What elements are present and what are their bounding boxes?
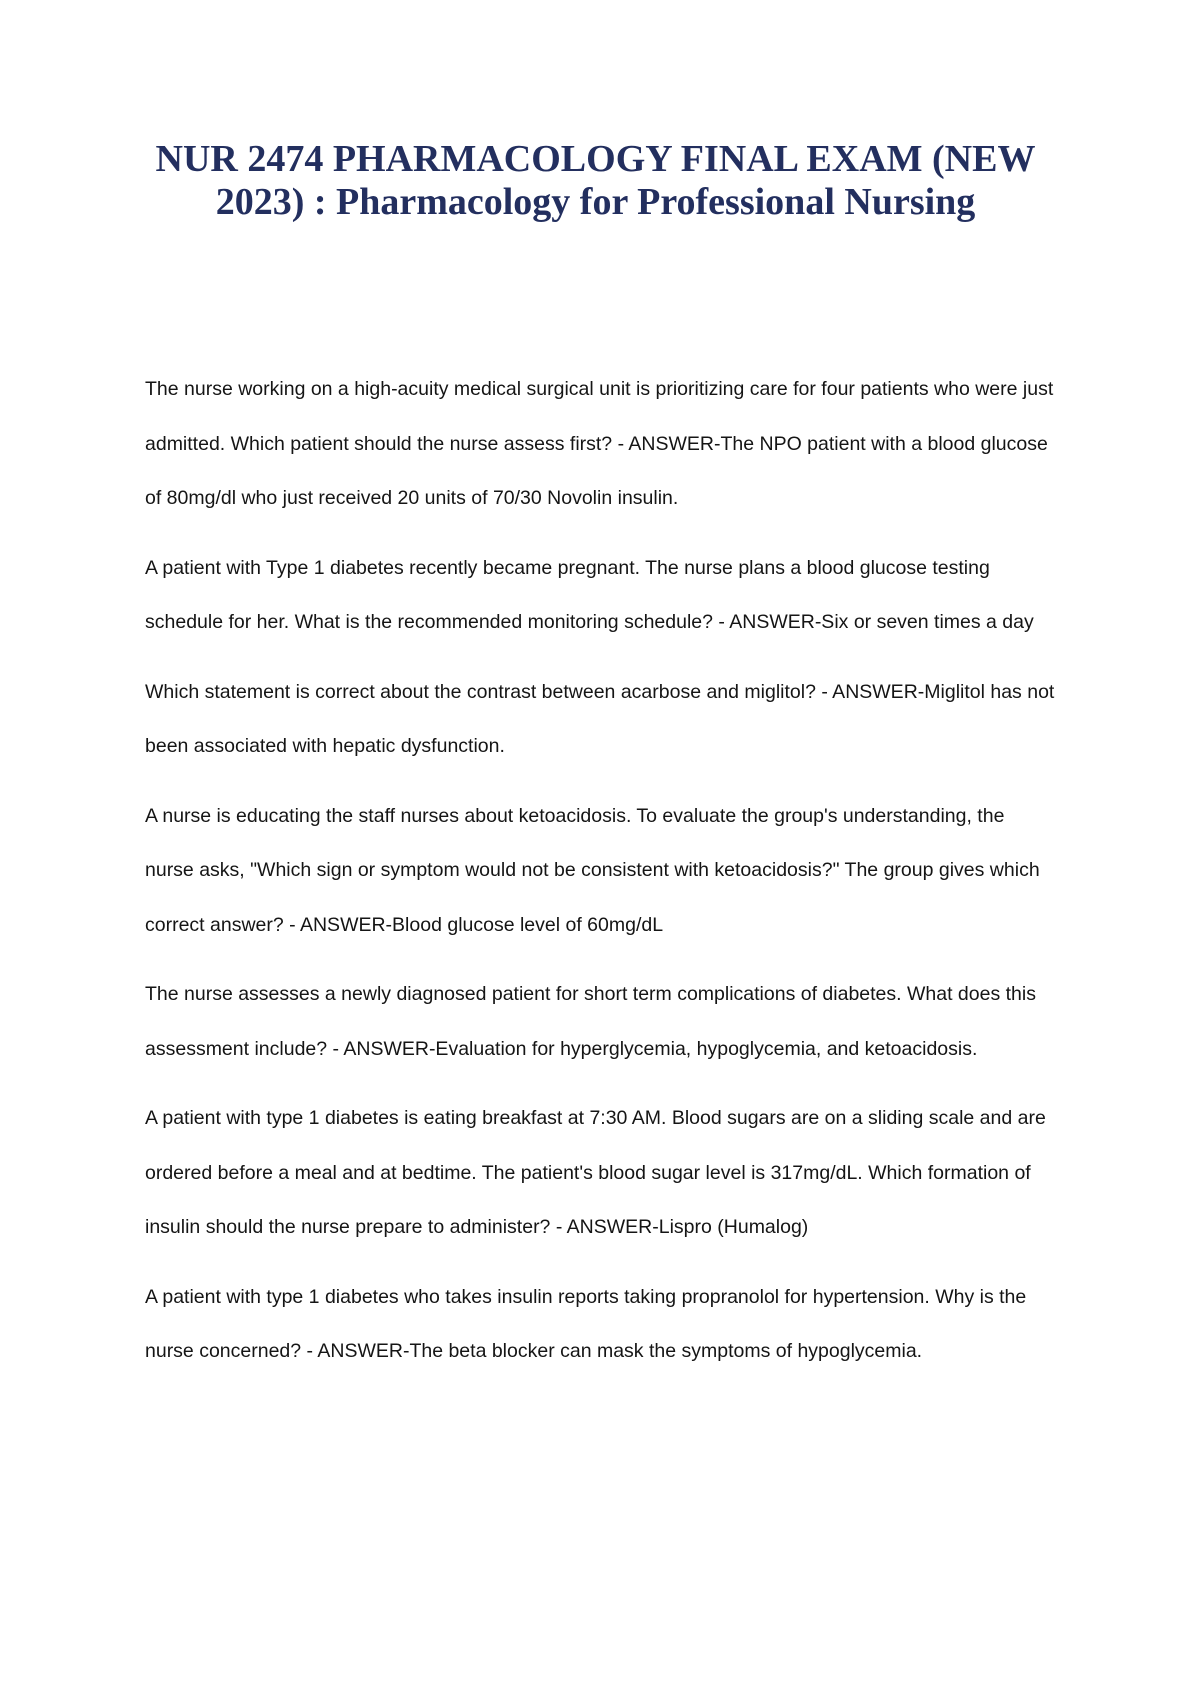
question-answer-item: A patient with type 1 diabetes who takes insulin reports taking propranolol for hypertension. Why is the nurse concerned? - ANSWER-The beta blocker can mask the symptoms of hypoglycemia. — [145, 1285, 1027, 1362]
document-title: NUR 2474 PHARMACOLOGY FINAL EXAM (NEW 2023) : Pharmacology for Professional Nursing — [155, 138, 1036, 223]
question-answer-item: A patient with type 1 diabetes is eating breakfast at 7:30 AM. Blood sugars are on a sliding scale and are ordered before a meal and at bedtime. The patient's blood sugar level is 317mg/dL. Which formation of insulin should the nurse prepare to administer? - ANSWER-Lispro (Humalog) — [145, 1107, 1046, 1238]
question-answer-item: A patient with Type 1 diabetes recently became pregnant. The nurse plans a blood glucose testing schedule for her. What is the recommended monitoring schedule? - ANSWER-Six or seven times a day — [145, 556, 1034, 633]
question-answer-item: The nurse assesses a newly diagnosed patient for short term complications of diabetes. What does this assessment include? - ANSWER-Evaluation for hyperglycemia, hypoglycemia, and ketoacidosis. — [145, 983, 1036, 1060]
question-answer-item: The nurse working on a high-acuity medical surgical unit is prioritizing care for four patients who were just admitted. Which patient should the nurse assess first? - ANSWER-The NPO patient with a blood glucose of 80mg/dl who just received 20 units of 70/30 Novolin insulin. — [145, 378, 1054, 509]
question-answer-list — [145, 362, 1055, 1394]
question-answer-item: Which statement is correct about the contrast between acarbose and miglitol? - ANSWER-Miglitol has not been associated with hepatic dysfunction. — [145, 680, 1055, 757]
question-answer-item: A nurse is educating the staff nurses about ketoacidosis. To evaluate the group's understanding, the nurse asks, "Which sign or symptom would not be consistent with ketoacidosis?" The group gives which correct answer? - ANSWER-Blood glucose level of 60mg/dL — [145, 804, 1040, 936]
